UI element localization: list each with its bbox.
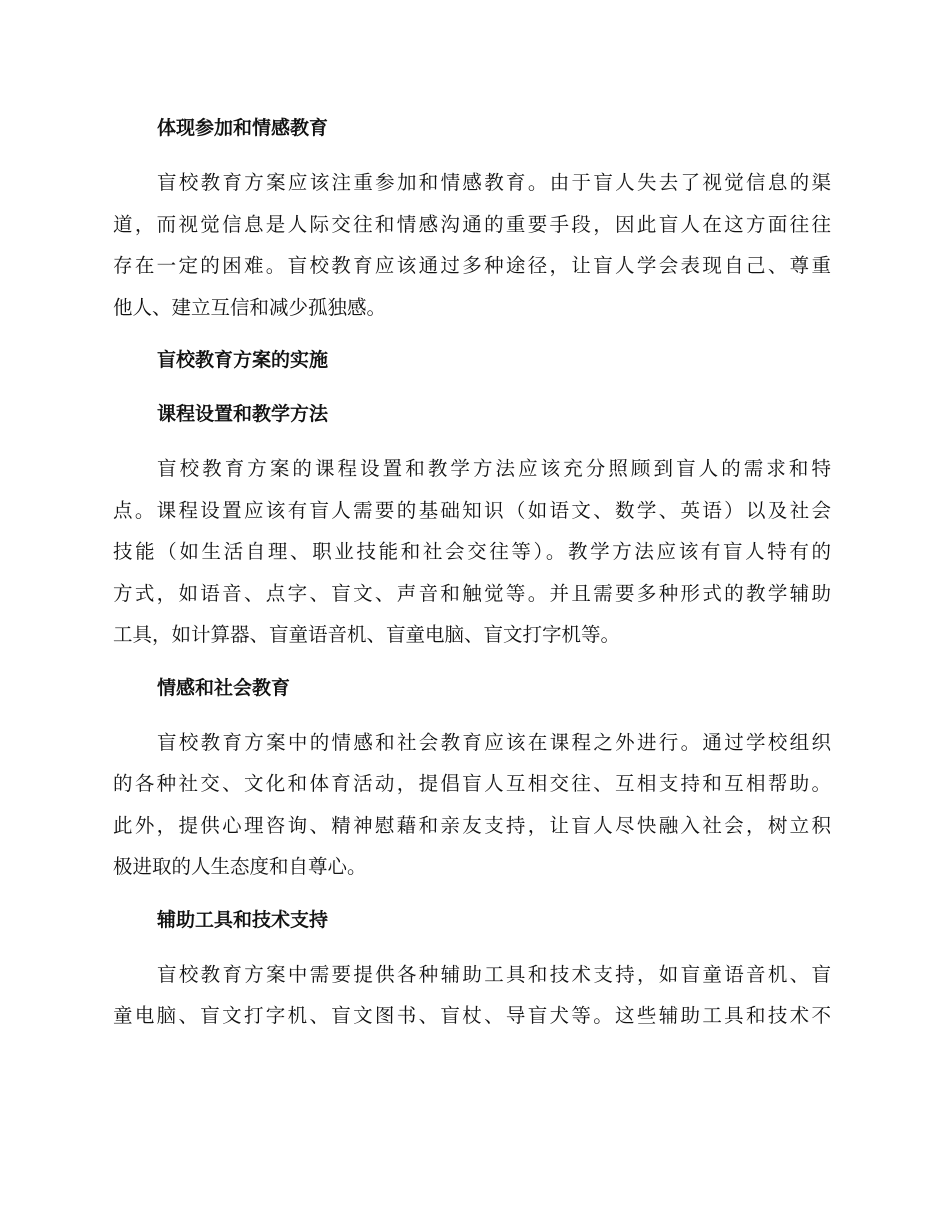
paragraph-line: 此外，提供心理咨询、精神慰藉和亲友支持，让盲人尽快融入社会，树立积	[113, 813, 831, 837]
paragraph-line: 的各种社交、文化和体育活动，提倡盲人互相交往、互相支持和互相帮助。	[113, 772, 831, 795]
paragraph-line: 童电脑、盲文打字机、盲文图书、盲杖、导盲犬等。这些辅助工具和技术不	[113, 1004, 831, 1027]
paragraph	[113, 162, 831, 328]
section-heading: 辅助工具和技术支持	[157, 908, 329, 931]
section-heading: 体现参加和情感教育	[157, 117, 329, 139]
paragraph-line: 技能（如生活自理、职业技能和社会交往等）。教学方法应该有盲人特有的	[113, 540, 831, 563]
document-page	[113, 108, 831, 1049]
paragraph	[113, 448, 831, 656]
paragraph-line: 盲校教育方案的课程设置和教学方法应该充分照顾到盲人的需求和特	[157, 457, 831, 480]
section-heading: 盲校教育方案的实施	[157, 349, 329, 371]
paragraph-line: 道，而视觉信息是人际交往和情感沟通的重要手段，因此盲人在这方面往往	[113, 212, 831, 236]
section-heading: 情感和社会教育	[157, 676, 291, 699]
paragraph	[113, 954, 831, 1037]
paragraph-line: 盲校教育方案中需要提供各种辅助工具和技术支持，如盲童语音机、盲	[157, 962, 831, 986]
paragraph-line: 方式，如语音、点字、盲文、声音和触觉等。并且需要多种形式的教学辅助	[113, 581, 831, 605]
section-heading: 课程设置和教学方法	[157, 403, 329, 425]
paragraph-line: 极进取的人生态度和自尊心。	[113, 855, 367, 878]
paragraph-line: 盲校教育方案中的情感和社会教育应该在课程之外进行。通过学校组织	[157, 730, 831, 754]
paragraph-line: 点。课程设置应该有盲人需要的基础知识（如语文、数学、英语）以及社会	[113, 498, 831, 522]
paragraph-line: 盲校教育方案应该注重参加和情感教育。由于盲人失去了视觉信息的渠	[157, 171, 831, 194]
paragraph-line: 工具，如计算器、盲童语音机、盲童电脑、盲文打字机等。	[113, 623, 621, 646]
paragraph-line: 他人、建立互信和减少孤独感。	[113, 295, 387, 319]
paragraph-line: 存在一定的困难。盲校教育应该通过多种途径，让盲人学会表现自己、尊重	[113, 254, 831, 277]
paragraph	[113, 722, 831, 888]
